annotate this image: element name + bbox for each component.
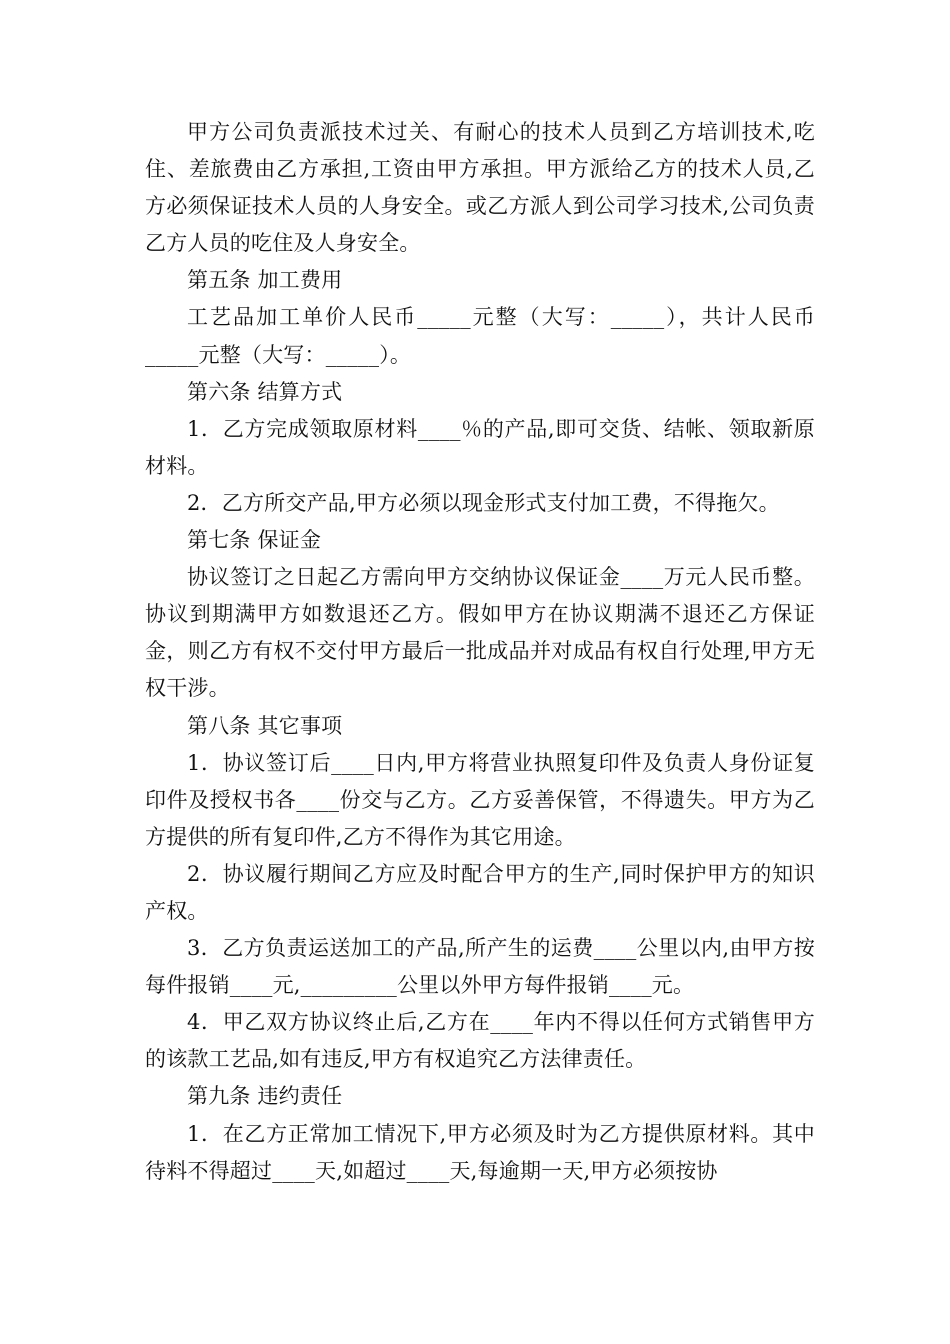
paragraph-other-2: 2．协议履行期间乙方应及时配合甲方的生产,同时保护甲方的知识产权。 (145, 861, 815, 923)
document-body (145, 114, 815, 1190)
paragraph-settlement-2: 2．乙方所交产品,甲方必须以现金形式支付加工费，不得拖欠。 (187, 490, 780, 515)
paragraph-deposit: 协议签订之日起乙方需向甲方交纳协议保证金____万元人民币整。协议到期满甲方如数退还乙方。假如甲方在协议期满不退还乙方保证金，则乙方有权不交付甲方最后一批成品并对成品有权自行处理,甲方无权干涉。 (145, 565, 815, 701)
paragraph-other-3: 3．乙方负责运送加工的产品,所产生的运费____公里以内,由甲方按每件报销____元,_________公里以外甲方每件报销____元。 (145, 936, 815, 998)
paragraph-training: 甲方公司负责派技术过关、有耐心的技术人员到乙方培训技术,吃住、差旅费由乙方承担,工资由甲方承担。甲方派给乙方的技术人员,乙方必须保证技术人员的人身安全。或乙方派人到公司学习技术,公司负责乙方人员的吃住及人身安全。 (145, 120, 815, 256)
heading-article-6: 第六条 结算方式 (187, 379, 343, 404)
paragraph-liability-1: 1．在乙方正常加工情况下,甲方必须及时为乙方提供原材料。其中待料不得超过____天,如超过____天,每逾期一天,甲方必须按协 (145, 1121, 815, 1183)
paragraph-processing-fee: 工艺品加工单价人民币_____元整（大写：_____），共计人民币_____元整（大写：_____）。 (145, 305, 815, 367)
paragraph-other-1: 1．协议签订后____日内,甲方将营业执照复印件及负责人身份证复印件及授权书各____份交与乙方。乙方妥善保管，不得遗失。甲方为乙方提供的所有复印件,乙方不得作为其它用途。 (145, 750, 815, 849)
heading-article-8: 第八条 其它事项 (187, 713, 343, 738)
heading-article-7: 第七条 保证金 (187, 528, 322, 553)
paragraph-settlement-1: 1．乙方完成领取原材料____％的产品,即可交货、结帐、领取新原材料。 (145, 416, 815, 478)
paragraph-other-4: 4．甲乙双方协议终止后,乙方在____年内不得以任何方式销售甲方的该款工艺品,如有违反,甲方有权追究乙方法律责任。 (145, 1010, 815, 1072)
heading-article-5: 第五条 加工费用 (187, 268, 343, 293)
heading-article-9: 第九条 违约责任 (187, 1084, 343, 1109)
